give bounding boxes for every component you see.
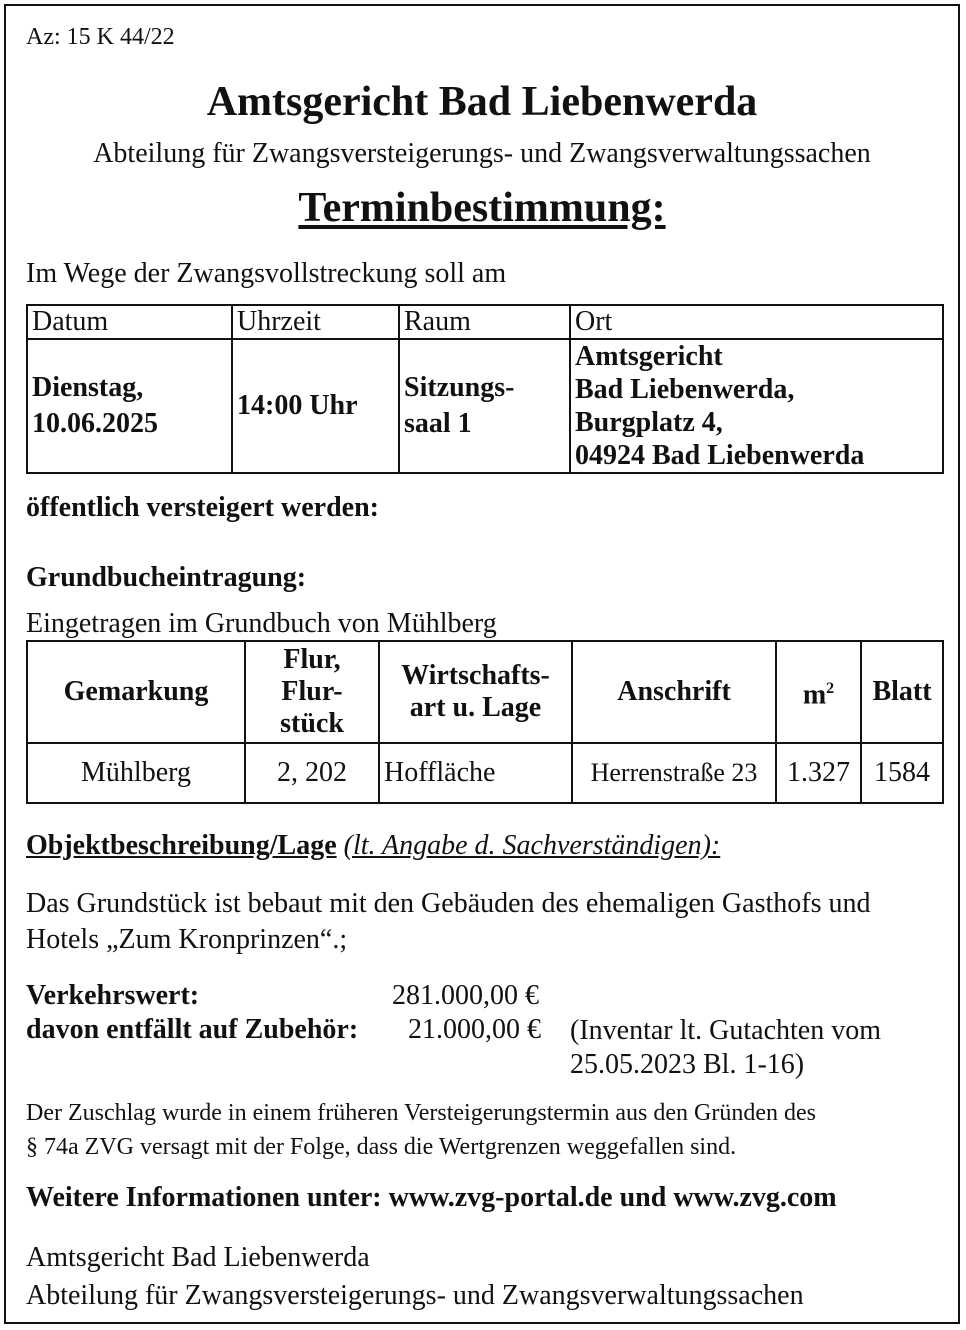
header-flur-line2: Flur- (281, 676, 343, 707)
grundbuch-row (27, 743, 943, 803)
objekt-note: (lt. Angabe d. Sachverständigen): (343, 830, 721, 861)
termin-header-row (27, 305, 943, 339)
header-wirt-line2: art u. Lage (409, 692, 542, 723)
inventar-line2: 25.05.2023 Bl. 1-16) (570, 1049, 805, 1080)
verkehrswert-value: 281.000,00 € (392, 980, 539, 1011)
grundbuch-table (26, 640, 944, 804)
header-gemarkung: Gemarkung (27, 641, 245, 743)
cell-anschrift: Herrenstraße 23 (572, 743, 776, 803)
cell-ort (570, 339, 943, 473)
inventar-note (570, 1014, 881, 1082)
termin-table (26, 304, 944, 474)
case-number: Az: 15 K 44/22 (26, 24, 175, 50)
zuschlag-note (26, 1096, 816, 1164)
footer-department: Abteilung für Zwangsversteigerungs- und Zwangsverwaltungssachen (26, 1280, 804, 1311)
termin-body-row (27, 339, 943, 473)
cell-flur: 2, 202 (245, 743, 379, 803)
weitere-informationen: Weitere Informationen unter: www.zvg-portal.de und www.zvg.com (26, 1182, 837, 1213)
zuschlag-line2: § 74a ZVG versagt mit der Folge, dass die Wertgrenzen weggefallen sind. (26, 1134, 737, 1160)
raum-line1: Sitzungs- (404, 372, 515, 403)
header-datum: Datum (27, 305, 232, 339)
inventar-line1: (Inventar lt. Gutachten vom (570, 1015, 882, 1046)
header-m2 (776, 641, 861, 743)
datum-weekday: Dienstag, (32, 372, 144, 403)
ort-line3: Burgplatz 4, (575, 407, 723, 438)
notice-frame (4, 4, 960, 1324)
cell-datum (27, 339, 232, 473)
header-wirtschaftsart (379, 641, 572, 743)
notice-heading-text: Terminbestimmung: (298, 185, 666, 231)
header-m2-text: m (802, 679, 827, 711)
grundbuch-heading: Grundbucheintragung: (26, 562, 307, 593)
object-description: Das Grundstück ist bebaut mit den Gebäuden des ehemaligen Gasthofs und Hotels „Zum Kronprinzen“.; (26, 888, 871, 955)
cell-m2: 1.327 (776, 743, 861, 803)
notice-heading (6, 184, 958, 232)
ort-line1: Amtsgericht (575, 341, 723, 372)
department-subtitle: Abteilung für Zwangsversteigerungs- und Zwangsverwaltungssachen (93, 138, 871, 169)
grundbuch-header-row (27, 641, 943, 743)
grundbuch-intro: Eingetragen im Grundbuch von Mühlberg (26, 608, 497, 639)
intro-text: Im Wege der Zwangsvollstreckung soll am (26, 258, 507, 289)
objekt-heading: Objektbeschreibung/Lage (26, 830, 337, 861)
ort-line2: Bad Liebenwerda, (575, 374, 795, 405)
zubehoer-value: 21.000,00 € (408, 1014, 541, 1045)
zuschlag-line1: Der Zuschlag wurde in einem früheren Versteigerungstermin aus den Gründen des (26, 1100, 816, 1126)
header-flur (245, 641, 379, 743)
footer-court: Amtsgericht Bad Liebenwerda (26, 1242, 370, 1273)
cell-wirtschaftsart: Hoffläche (379, 743, 572, 803)
zubehoer-label: davon entfällt auf Zubehör: (26, 1014, 359, 1045)
raum-line2: saal 1 (404, 408, 472, 439)
cell-raum (399, 339, 570, 473)
header-m2-sup: 2 (826, 679, 835, 697)
header-anschrift: Anschrift (572, 641, 776, 743)
oeffentlich-text: öffentlich versteigert werden: (26, 492, 379, 523)
datum-date: 10.06.2025 (32, 408, 158, 439)
ort-line4: 04924 Bad Liebenwerda (575, 440, 865, 471)
verkehrswert-label: Verkehrswert: (26, 980, 200, 1011)
cell-uhrzeit: 14:00 Uhr (232, 339, 399, 473)
cell-blatt: 1584 (861, 743, 943, 803)
court-title: Amtsgericht Bad Liebenwerda (206, 79, 758, 125)
header-flur-line1: Flur, (283, 644, 341, 675)
header-raum: Raum (399, 305, 570, 339)
header-flur-line3: stück (280, 708, 344, 739)
header-blatt: Blatt (861, 641, 943, 743)
header-ort: Ort (570, 305, 943, 339)
cell-gemarkung: Mühlberg (27, 743, 245, 803)
objekt-heading-line (26, 830, 720, 862)
header-wirt-line1: Wirtschafts- (401, 660, 550, 691)
header-uhrzeit: Uhrzeit (232, 305, 399, 339)
